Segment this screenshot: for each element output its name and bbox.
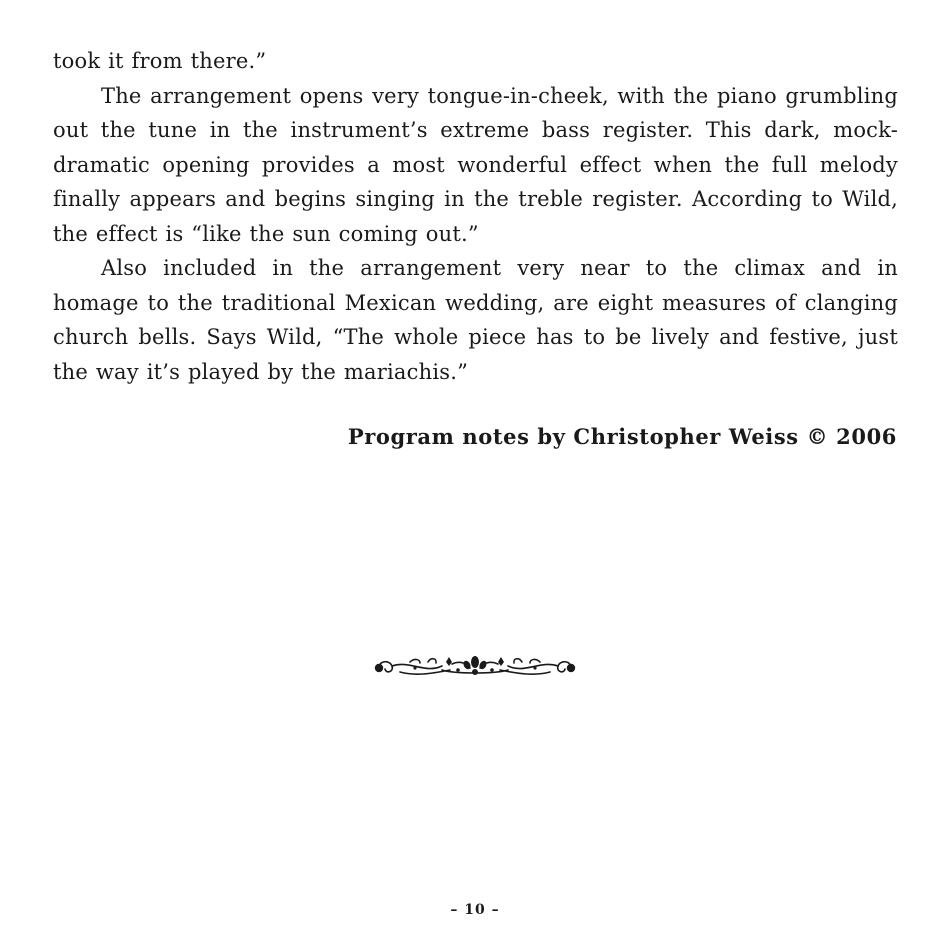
floral-divider-icon <box>370 650 580 684</box>
paragraph-arrangement-opening: The arrangement opens very tongue-in-cheek, with the piano grumbling out the tune in the instrument’s extreme bass register. This dark, mock-dramatic opening provides a most wonderful effect when the full melody finally appears and begins singing in the treble register. According to Wild, the effect is “like the sun coming out.” <box>53 83 898 246</box>
program-notes-credit: Program notes by Christopher Weiss © 2006 <box>347 424 897 449</box>
paragraph-continuation: took it from there.” <box>53 49 267 73</box>
paragraph-church-bells: Also included in the arrangement very near to the climax and in homage to the traditional Mexican wedding, are eight measures of clanging church bells. Says Wild, “The whole piece has to be lively and festive, just the way it’s played by the mariachis.” <box>53 256 898 384</box>
page-number: – 10 – <box>450 902 500 918</box>
program-notes-body <box>53 44 898 389</box>
